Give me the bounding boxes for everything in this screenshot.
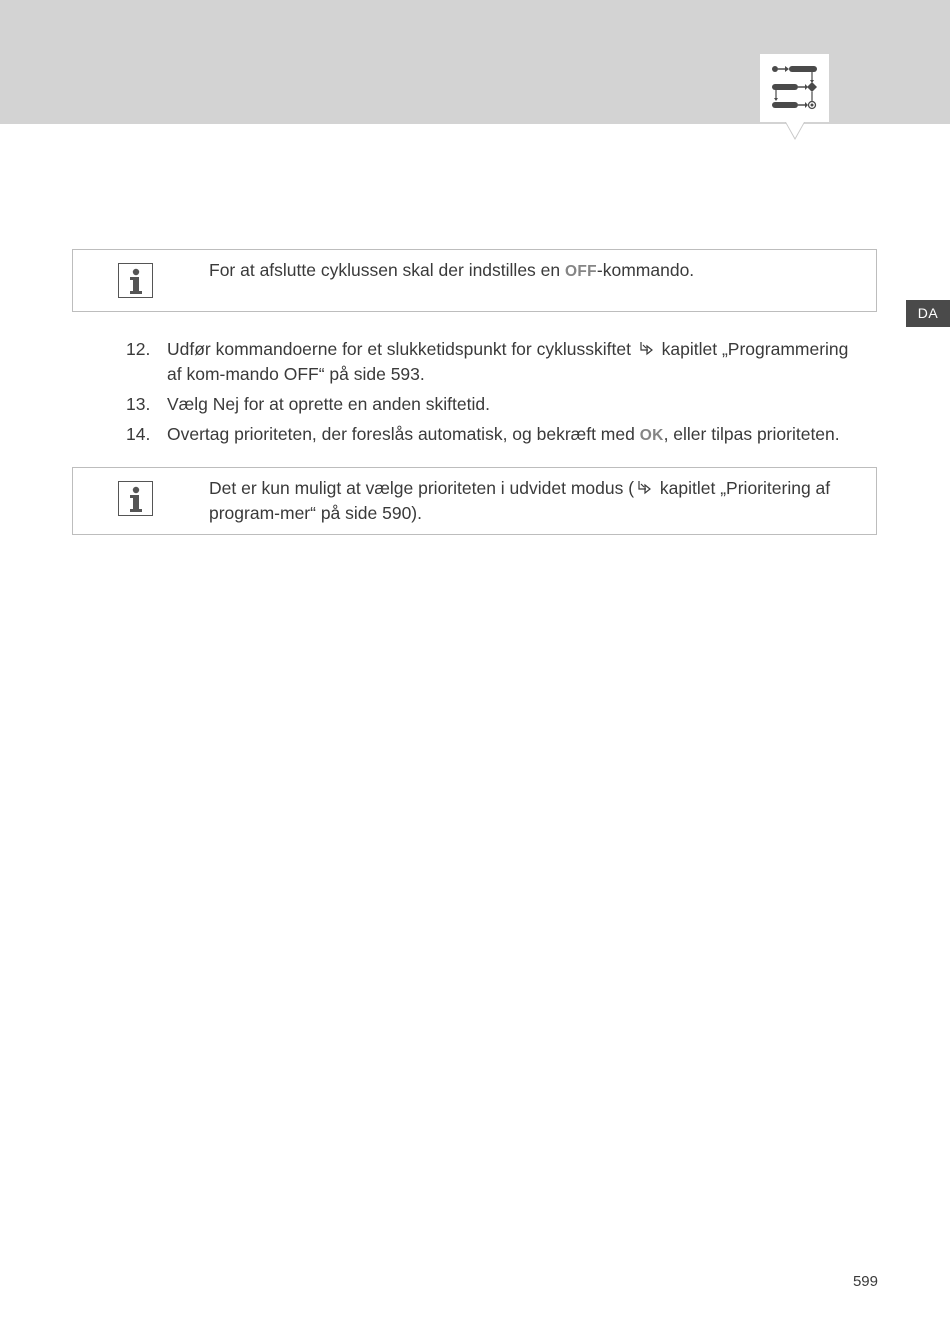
step-text (167, 337, 857, 387)
reference-arrow-icon (638, 341, 655, 357)
info-icon (118, 481, 153, 516)
step-list (0, 337, 950, 453)
info-note-text (209, 258, 854, 284)
page-number: 599 (852, 1273, 878, 1290)
info-note-text (209, 476, 854, 526)
note-text-part: kapitlet „Prioritering af program-mer“ på side 590). (209, 478, 831, 523)
key-label-ok: OK (639, 427, 664, 444)
key-label-off: OFF (565, 263, 597, 280)
step-item (0, 392, 950, 417)
info-icon (118, 263, 153, 298)
info-note (72, 249, 877, 312)
step-text (167, 422, 857, 448)
chapter-icon-pointer (786, 122, 804, 138)
note-text-part: Det er kun muligt at vælge prioriteten i udvidet modus ( (209, 478, 635, 498)
step-text-part: kapitlet „Programmering af kom-mando OFF“ på side 593. (167, 339, 849, 384)
step-text-part: , eller tilpas prioriteten. (663, 424, 840, 444)
chapter-icon-badge (760, 54, 829, 122)
step-number: 14. (126, 424, 151, 444)
step-item (0, 337, 950, 387)
step-number: 13. (126, 394, 151, 414)
step-item (0, 422, 950, 448)
note-text-part: -kommando. (596, 260, 695, 280)
step-number: 12. (126, 339, 151, 359)
step-text-part: Udfør kommandoerne for et slukketidspunkt for cyklusskiftet (167, 339, 636, 359)
info-note (72, 467, 877, 535)
note-text-part: For at afslutte cyklussen skal der indstilles en (209, 260, 565, 280)
reference-arrow-icon (636, 480, 653, 496)
step-text-part: Overtag prioriteten, der foreslås automatisk, og bekræft med (167, 424, 640, 444)
step-text: Vælg Nej for at oprette en anden skiftetid. (167, 394, 490, 414)
language-tab: DA (906, 300, 950, 327)
program-flow-icon (770, 64, 820, 112)
